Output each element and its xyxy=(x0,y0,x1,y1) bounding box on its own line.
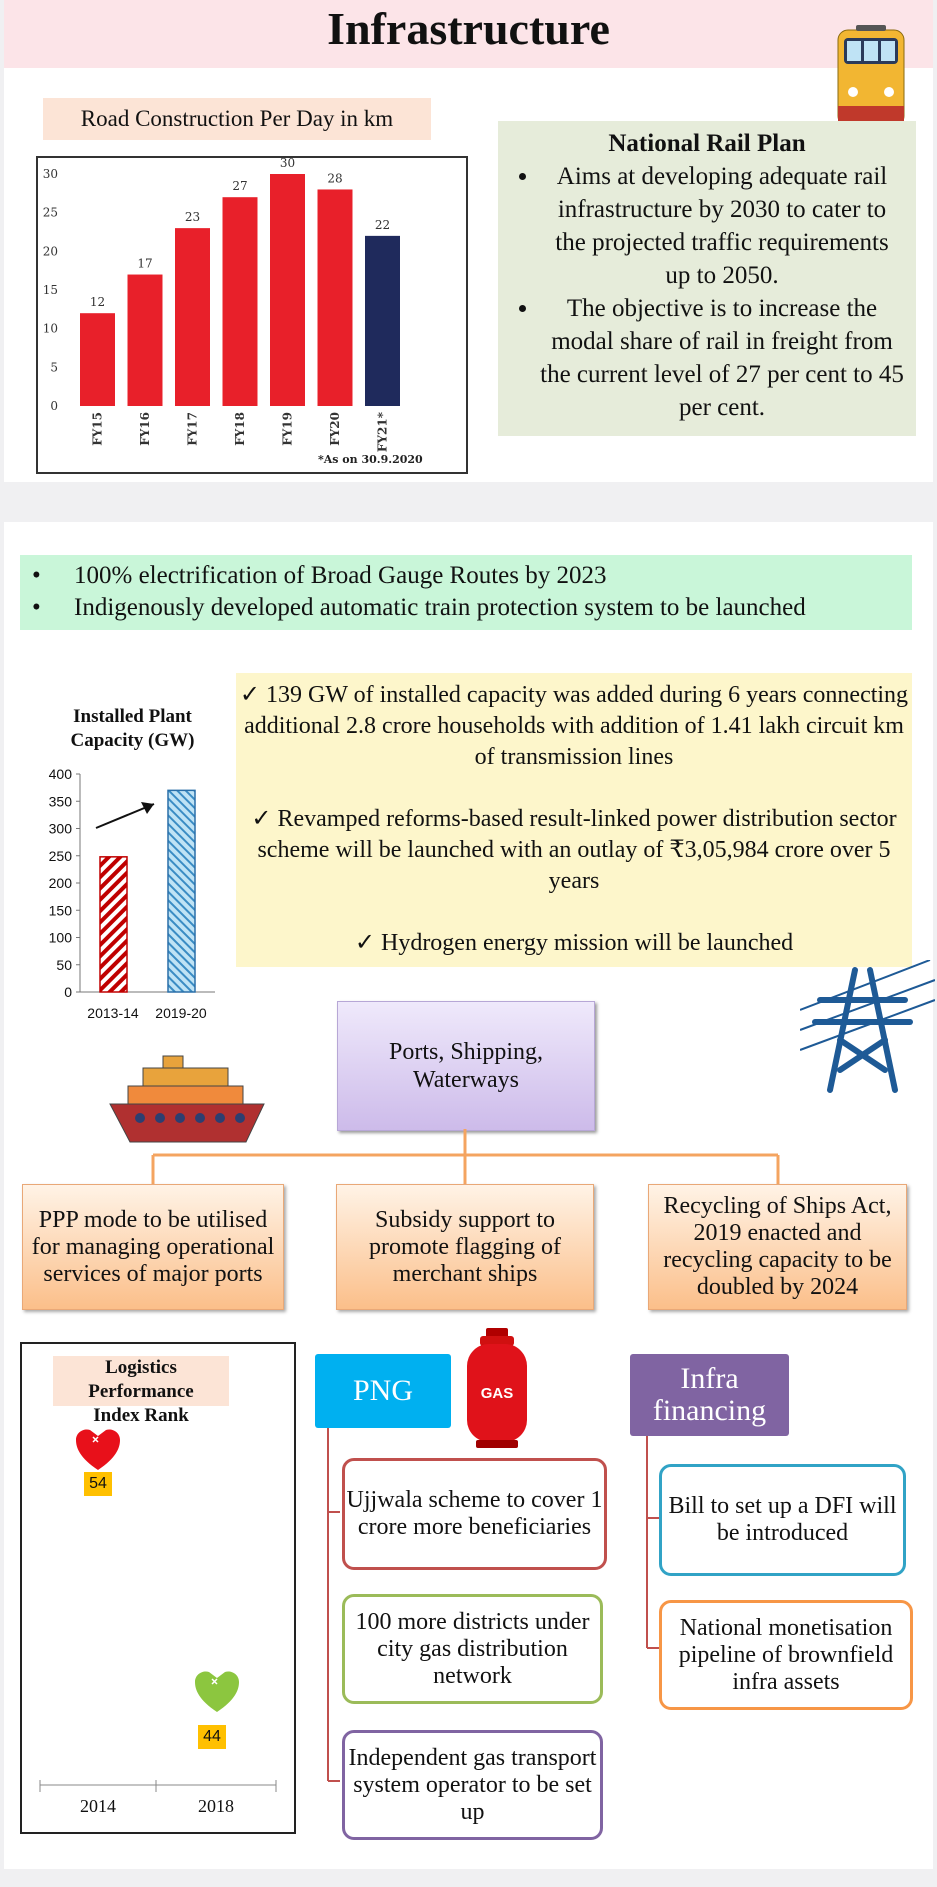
installed-capacity-chart xyxy=(20,762,230,1032)
png-connector xyxy=(322,1428,342,1788)
infra-item: Bill to set up a DFI will be introduced xyxy=(659,1464,906,1576)
road-chart-label: Road Construction Per Day in km xyxy=(43,98,431,140)
cap-bar xyxy=(100,857,127,992)
cap-y-tick: 100 xyxy=(48,929,72,946)
ports-item: Subsidy support to promote flagging of merchant ships xyxy=(336,1184,594,1310)
cap-y-tick: 350 xyxy=(48,793,72,810)
rail-plan-bullet: • Aims at developing adequate rail infrastructure by 2030 to cater to the projected traffic requirements up to 2050. xyxy=(540,160,904,292)
rail-plan-bullet: • The objective is to increase the modal share of rail in freight from the current level of 27 per cent to 45 per cent. xyxy=(540,292,904,424)
road-bar xyxy=(223,197,258,406)
road-bar xyxy=(270,174,305,406)
cap-y-tick: 150 xyxy=(48,902,72,919)
road-bar xyxy=(365,236,400,406)
cap-bar xyxy=(168,790,195,992)
ports-heading-box xyxy=(337,1001,595,1131)
infra-item: National monetisation pipeline of brownfield infra assets xyxy=(659,1600,913,1710)
road-data-label: 28 xyxy=(327,171,343,186)
road-data-label: 12 xyxy=(89,295,106,310)
lpi-rank-2018-marker xyxy=(193,1668,241,1716)
road-y-tick: 0 xyxy=(50,399,58,413)
railway-point: • Indigenously developed automatic train protection system to be launched xyxy=(32,594,806,621)
road-y-tick: 10 xyxy=(42,321,58,336)
road-y-tick: 30 xyxy=(42,167,58,181)
road-data-label: 23 xyxy=(184,210,201,225)
cap-y-tick: 200 xyxy=(48,875,72,891)
ports-heading: Ports, Shipping, Waterways xyxy=(388,1039,544,1093)
railway-point: • 100% electrification of Broad Gauge Routes by 2023 xyxy=(32,562,607,589)
power-point: ✓ Revamped reforms-based result-linked power distribution sector scheme will be launched with an outlay of ₹3,05,984 crore over 5 years xyxy=(251,806,897,894)
road-bar xyxy=(80,313,115,406)
gas-cylinder-icon xyxy=(464,1326,530,1450)
ports-connector xyxy=(148,1129,788,1185)
power-point: ✓ Hydrogen energy mission will be launched xyxy=(354,930,794,956)
road-construction-chart xyxy=(38,158,466,472)
rail-plan-box xyxy=(498,121,916,436)
road-bar xyxy=(318,189,353,406)
lpi-title: Logistics Performance Index Rank xyxy=(53,1356,229,1406)
railway-points-box xyxy=(20,555,912,630)
lpi-axis xyxy=(38,1780,278,1794)
road-footnote: *As on 30.9.2020 xyxy=(318,453,423,466)
road-data-label: 17 xyxy=(137,256,153,271)
cap-y-tick: 400 xyxy=(48,766,72,782)
png-heading: PNG xyxy=(315,1354,451,1428)
lpi-rank-label: 44 xyxy=(198,1725,226,1749)
page-title: Infrastructure xyxy=(327,3,610,54)
road-y-tick: 25 xyxy=(42,205,58,220)
road-x-label: FY16 xyxy=(138,412,152,446)
road-x-label: FY18 xyxy=(233,412,247,446)
road-x-label: FY19 xyxy=(280,412,295,446)
road-x-label: FY20 xyxy=(328,412,342,446)
infra-heading: Infra financing xyxy=(630,1354,789,1436)
png-item: 100 more districts under city gas distribution network xyxy=(342,1594,603,1704)
ports-item: PPP mode to be utilised for managing operational services of major ports xyxy=(22,1184,284,1310)
road-x-label: FY15 xyxy=(90,412,105,446)
rail-plan-heading: National Rail Plan xyxy=(608,130,806,157)
cap-y-tick: 250 xyxy=(48,847,72,864)
cap-y-tick: 50 xyxy=(56,956,72,973)
road-y-tick: 20 xyxy=(42,244,58,259)
ports-item: Recycling of Ships Act, 2019 enacted and recycling capacity to be doubled by 2024 xyxy=(648,1184,907,1310)
cap-x-label: 2019-20 xyxy=(155,1005,207,1021)
gas-cylinder-label: GAS xyxy=(480,1385,514,1402)
road-x-label: FY17 xyxy=(185,412,200,446)
road-bar xyxy=(175,228,210,406)
road-data-label: 30 xyxy=(279,158,296,170)
power-point: ✓ 139 GW of installed capacity was added during 6 years connecting additional 2.8 crore households with addition of 1.41 lakh circuit km of transmission lines xyxy=(239,682,909,770)
lpi-rank-2014-marker xyxy=(74,1426,122,1474)
road-y-tick: 15 xyxy=(42,283,58,297)
road-bar xyxy=(128,275,163,406)
png-item: Ujjwala scheme to cover 1 crore more beneficiaries xyxy=(342,1458,607,1570)
lpi-year-label: 2014 xyxy=(80,1796,116,1816)
road-data-label: 27 xyxy=(232,179,248,194)
lpi-year-label: 2018 xyxy=(198,1796,234,1816)
transmission-tower-icon xyxy=(800,960,935,1095)
road-y-tick: 5 xyxy=(50,360,58,375)
capacity-chart-title: Installed Plant Capacity (GW) xyxy=(70,706,195,751)
road-data-label: 22 xyxy=(374,217,391,232)
png-item: Independent gas transport system operator to be set up xyxy=(342,1730,603,1840)
cap-y-tick: 300 xyxy=(48,820,72,837)
road-x-label: FY21* xyxy=(375,412,390,453)
cap-y-tick: 0 xyxy=(64,984,72,1000)
cap-x-label: 2013-14 xyxy=(87,1005,139,1021)
power-points-box xyxy=(236,673,912,967)
lpi-rank-label: 54 xyxy=(84,1472,112,1496)
